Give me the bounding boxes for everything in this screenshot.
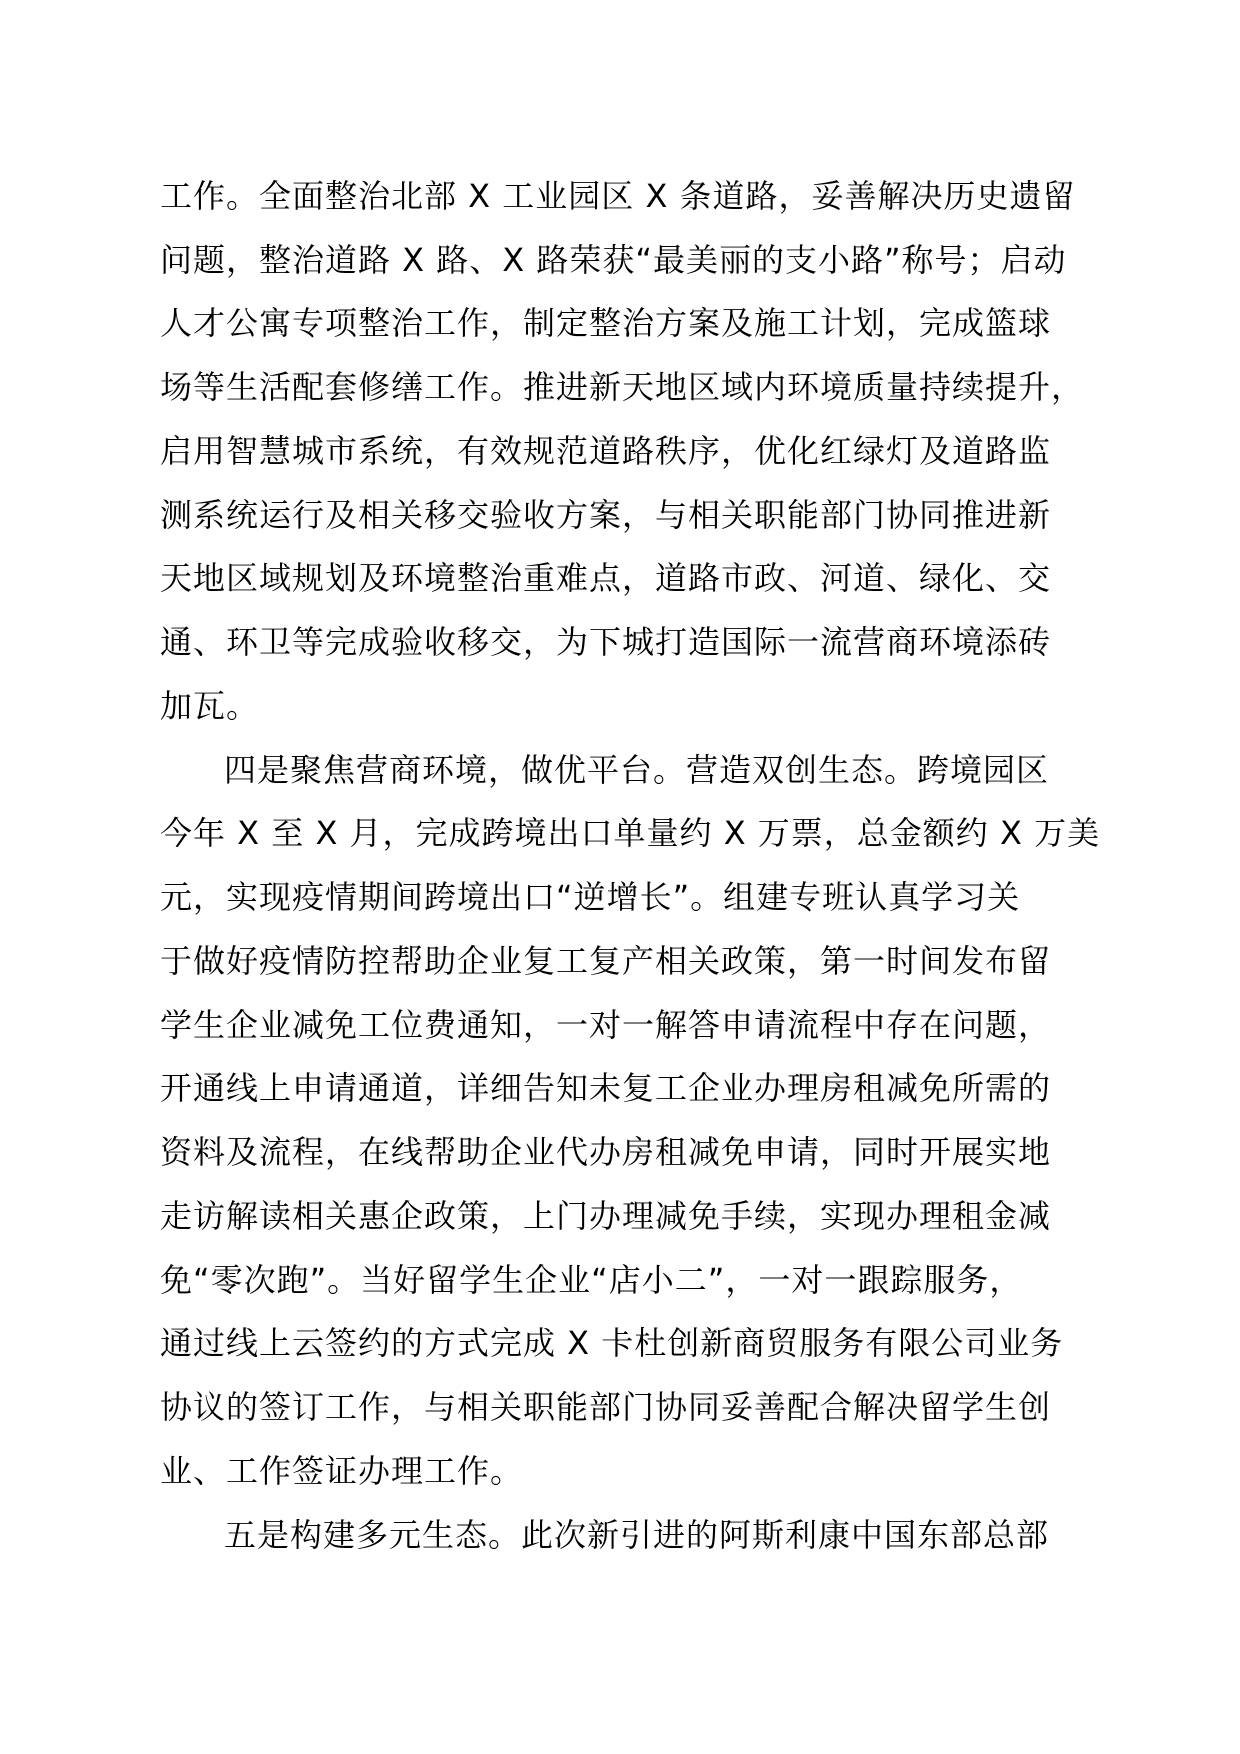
text-line-18: 免“零次跑”。当好留学生企业“店小二”，一对一跟踪服务， xyxy=(160,1261,1023,1299)
text-line-5: 启用智慧城市系统，有效规范道路秩序，优化红绿灯及道路监 xyxy=(160,432,1052,470)
text-line-12: 元，实现疫情期间跨境出口“逆增长”。组建专班认真学习关 xyxy=(160,878,1021,916)
text-line-20: 协议的签订工作，与相关职能部门协同妥善配合解决留学生创 xyxy=(160,1388,1052,1426)
paragraph-start-line-22: 五是构建多元生态。此次新引进的阿斯利康中国东部总部 xyxy=(224,1516,1050,1554)
text-line-15: 开通线上申请通道，详细告知未复工企业办理房租减免所需的 xyxy=(160,1069,1052,1107)
text-line-1: 工作。全面整治北部 X 工业园区 X 条道路，妥善解决历史遗留 xyxy=(160,177,1076,215)
text-line-14: 学生企业减免工位费通知，一对一解答申请流程中存在问题， xyxy=(160,1006,1052,1044)
text-line-4: 场等生活配套修缮工作。推进新天地区域内环境质量持续提升， xyxy=(160,368,1085,406)
text-line-16: 资料及流程，在线帮助企业代办房租减免申请，同时开展实地 xyxy=(160,1133,1052,1171)
text-line-19: 通过线上云签约的方式完成 X 卡杜创新商贸服务有限公司业务 xyxy=(160,1324,1064,1362)
text-line-2: 问题，整治道路 X 路、X 路荣获“最美丽的支小路”称号；启动 xyxy=(160,241,1067,279)
text-line-6: 测系统运行及相关移交验收方案，与相关职能部门协同推进新 xyxy=(160,496,1052,534)
text-line-11: 今年 X 至 X 月，完成跨境出口单量约 X 万票，总金额约 X 万美 xyxy=(160,814,1101,852)
text-line-17: 走访解读相关惠企政策，上门办理减免手续，实现办理租金减 xyxy=(160,1197,1052,1235)
paragraph-start-line-10: 四是聚焦营商环境，做优平台。营造双创生态。跨境园区 xyxy=(224,751,1050,789)
text-line-8: 通、环卫等完成验收移交，为下城打造国际一流营商环境添砖 xyxy=(160,623,1052,661)
text-line-9: 加瓦。 xyxy=(160,687,260,725)
text-line-21: 业、工作签证办理工作。 xyxy=(160,1452,524,1490)
text-line-3: 人才公寓专项整治工作，制定整治方案及施工计划，完成篮球 xyxy=(160,304,1052,342)
text-line-7: 天地区域规划及环境整治重难点，道路市政、河道、绿化、交 xyxy=(160,559,1052,597)
text-line-13: 于做好疫情防控帮助企业复工复产相关政策，第一时间发布留 xyxy=(160,942,1052,980)
